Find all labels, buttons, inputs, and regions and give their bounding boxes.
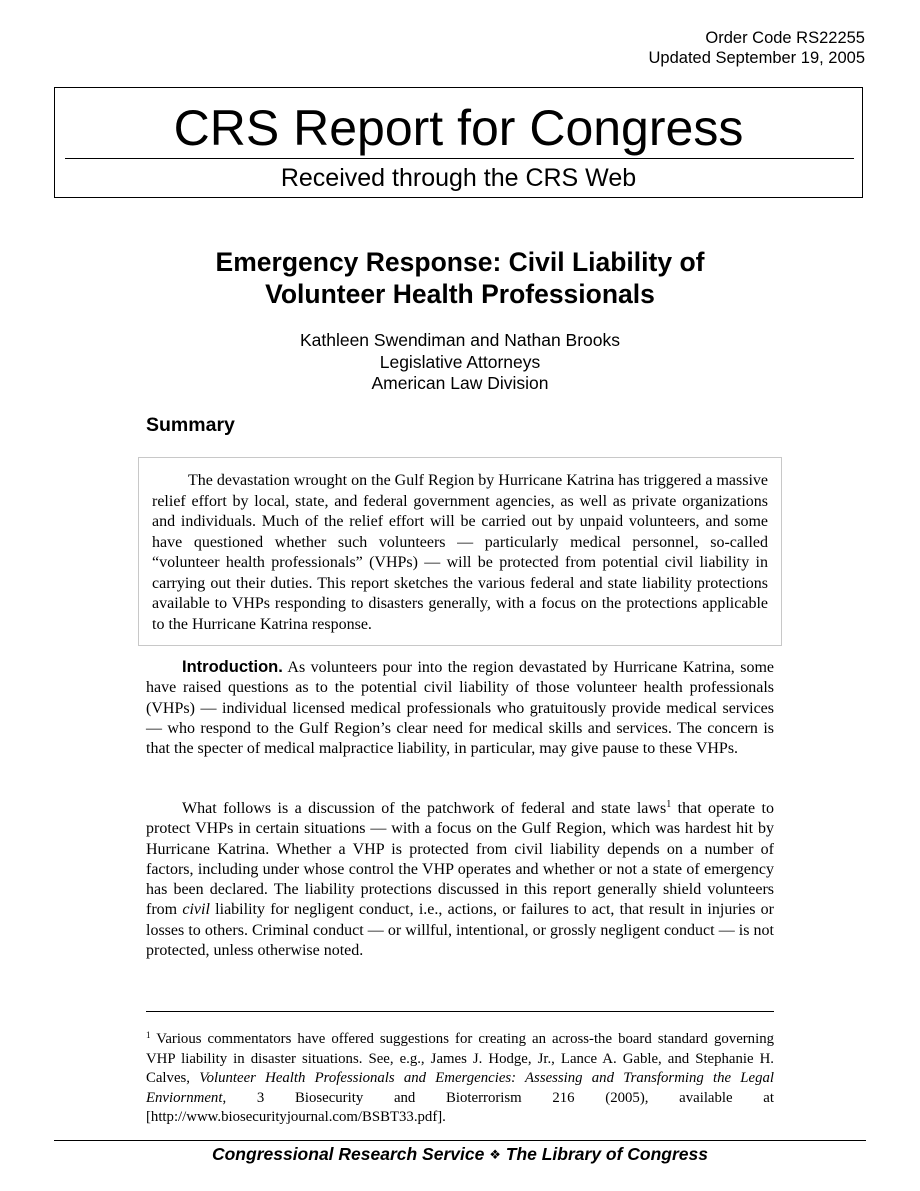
footnote-ref[interactable]: 1 bbox=[666, 799, 672, 810]
author-division: American Law Division bbox=[371, 373, 549, 393]
footnote-marker: 1 bbox=[146, 1030, 151, 1040]
footer-crs: Congressional Research Service bbox=[211, 1144, 485, 1164]
masthead-subtitle: Received through the CRS Web bbox=[280, 164, 637, 192]
author-names: Kathleen Swendiman and Nathan Brooks bbox=[299, 330, 621, 350]
footnote bbox=[146, 1030, 774, 1128]
masthead-title: CRS Report for Congress bbox=[173, 100, 744, 156]
body-paragraph-2 bbox=[146, 799, 774, 961]
intro-paragraph bbox=[146, 657, 774, 759]
order-code: Order Code RS22255 bbox=[705, 29, 865, 47]
footnote-divider bbox=[146, 1011, 774, 1012]
report-title-line2: Volunteer Health Professionals bbox=[265, 279, 655, 309]
summary-text: The devastation wrought on the Gulf Region by Hurricane Katrina has triggered a massive relief effort by local, state, and federal government agencies, as well as private organizations and individuals. Much of the relief effort will be carried out by unpaid volunteers, and some have questioned whether such volunteers — particularly medical personnel, so-called “volunteer health professionals” (VHPs) — will be protected from potential civil liability in carrying out their duties. This report sketches the various federal and state liability protections available to VHPs responding to disasters generally, with a focus on the protections applicable to the Hurricane Katrina response. bbox=[152, 472, 768, 633]
author-block bbox=[0, 330, 920, 395]
masthead-divider bbox=[65, 158, 854, 159]
summary-heading: Summary bbox=[146, 414, 235, 436]
para2-text-start: What follows is a discussion of the patchwork of federal and state laws bbox=[182, 800, 667, 817]
summary-box bbox=[138, 457, 782, 646]
page-footer bbox=[0, 1143, 920, 1167]
footnote-text-start: Various commentators have offered suggestions for creating an across-the board standard governing VHP liability in disaster situations. See, e.g., James J. Hodge, Jr., Lance A. Gable, and Stephanie H. Calves, bbox=[146, 1031, 774, 1086]
footnote-text-end: , 3 Biosecurity and Bioterrorism 216 (2005), available at [http://www.biosecurityjournal.com/BSBT33.pdf]. bbox=[146, 1089, 774, 1125]
report-title-line1: Emergency Response: Civil Liability of bbox=[215, 247, 705, 277]
intro-text: As volunteers pour into the region devastated by Hurricane Katrina, some have raised questions as to the potential civil liability of those volunteer health professionals (VHPs) — individual licensed medical professionals who gratuitously provide medical services — who respond to the Gulf Region’s clear need for medical skills and services. The concern is that the specter of medical malpractice liability, in particular, may give pause to these VHPs. bbox=[146, 659, 774, 758]
updated-date: Updated September 19, 2005 bbox=[648, 49, 865, 67]
order-code-block bbox=[649, 28, 866, 68]
para2-text-middle: that operate to protect VHPs in certain situations — with a focus on the Gulf Region, which was hardest hit by Hurricane Katrina. Whether a VHP is protected from civil liability depends on a number of factors, including under whose control the VHP operates and whether or not a state of emergency has been declared. The liability protections discussed in this report generally shield volunteers from bbox=[146, 800, 775, 919]
masthead-box bbox=[54, 87, 863, 198]
diamond-icon: ❖ bbox=[489, 1148, 501, 1163]
para2-emphasis: civil bbox=[182, 901, 210, 919]
footer-loc: The Library of Congress bbox=[505, 1144, 709, 1164]
author-role: Legislative Attorneys bbox=[379, 351, 541, 372]
intro-heading: Introduction. bbox=[182, 658, 283, 676]
para2-text-end: liability for negligent conduct, i.e., actions, or failures to act, that result in injuries or losses to others. Criminal conduct — or willful, intentional, or grossly negligent conduct — is not protected, unless otherwise noted. bbox=[146, 901, 775, 960]
report-title bbox=[0, 246, 920, 310]
footnote-citation-title: Volunteer Health Professionals and Emergencies: Assessing and Transforming the Legal Enviornment bbox=[146, 1070, 775, 1106]
footer-divider bbox=[54, 1140, 866, 1141]
